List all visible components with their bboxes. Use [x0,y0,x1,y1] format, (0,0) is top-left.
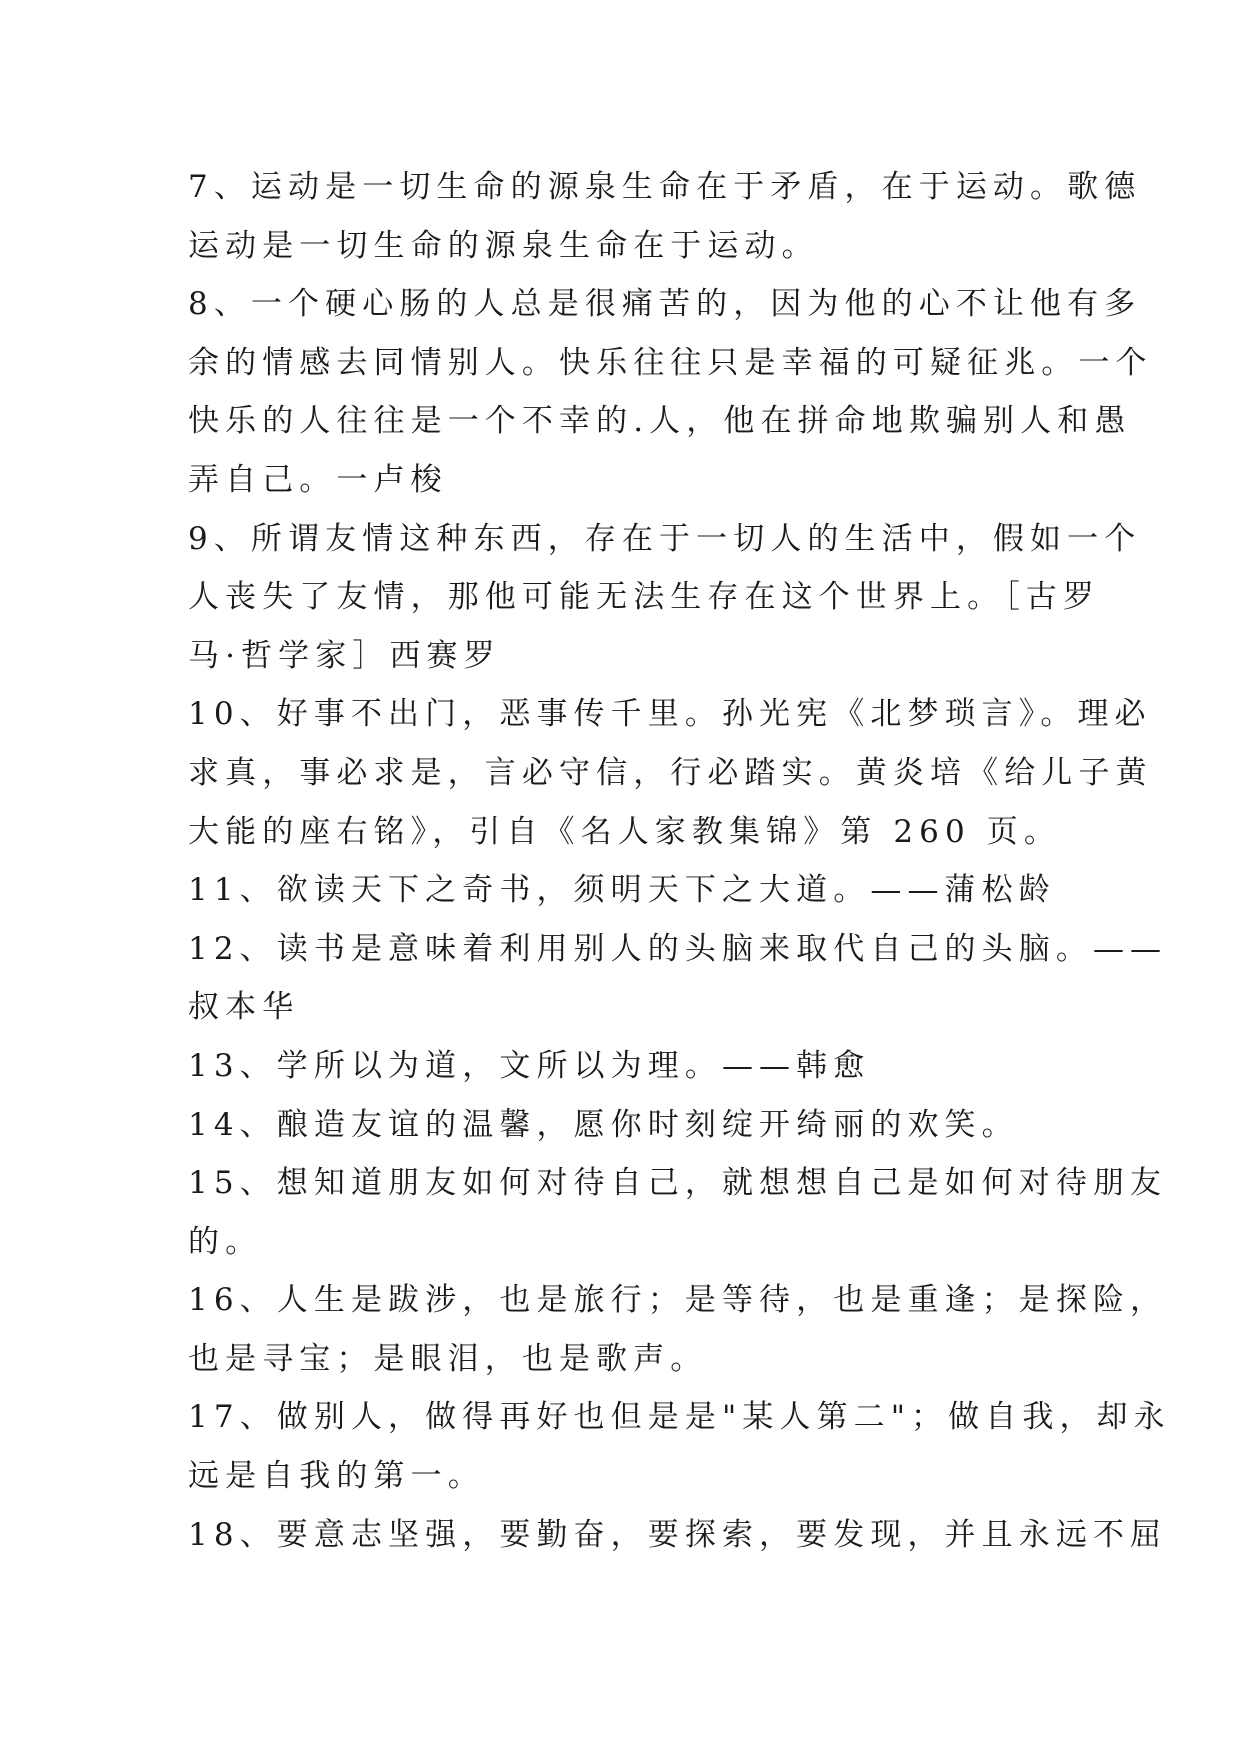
text-line: 18、要意志坚强，要勤奋，要探索，要发现，并且永远不屈 [188,1516,1168,1553]
text-line: 17、做别人，做得再好也但是是"某人第二"；做自我，却永 [188,1399,1171,1436]
document-body [188,158,1171,1564]
text-line: 大能的座右铭》，引自《名人家教集锦》第 260 页。 [188,813,1061,850]
text-line: 10、好事不出门，恶事传千里。孙光宪《北梦琐言》。理必 [188,696,1152,733]
text-line: 求真，事必求是，言必守信，行必踏实。黄炎培《给儿子黄 [188,754,1153,791]
text-line: 运动是一切生命的源泉生命在于运动。 [188,227,819,264]
text-line: 弄自己。一卢梭 [188,461,448,498]
text-line: 8、一个硬心肠的人总是很痛苦的，因为他的心不让他有多 [188,286,1142,323]
text-line: 余的情感去同情别人。快乐往往只是幸福的可疑征兆。一个 [188,344,1153,381]
text-line: 叔本华 [188,989,300,1026]
text-line: 也是寻宝；是眼泪，也是歌声。 [188,1340,708,1377]
text-line: 7、运动是一切生命的源泉生命在于矛盾，在于运动。歌德 [188,169,1142,205]
text-line: 人丧失了友情，那他可能无法生存在这个世界上。［古罗 [188,579,1100,616]
text-line: 14、酿造友谊的温馨，愿你时刻绽开绮丽的欢笑。 [188,1106,1019,1143]
text-line: 9、所谓友情这种东西，存在于一切人的生活中，假如一个 [188,520,1142,557]
text-line: 16、人生是跋涉，也是旅行；是等待，也是重逢；是探险， [188,1282,1168,1319]
text-line: 快乐的人往往是一个不幸的.人，他在拼命地欺骗别人和愚 [188,403,1132,440]
text-line: 的。 [188,1223,263,1260]
text-line: 11、欲读天下之奇书，须明天下之大道。——蒲松龄 [188,872,1056,909]
text-line: 远是自我的第一。 [188,1458,485,1495]
text-line: 马·哲学家］西赛罗 [188,637,501,674]
text-line: 12、读书是意味着利用别人的头脑来取代自己的头脑。—— [188,930,1168,967]
text-line: 15、想知道朋友如何对待自己，就想想自己是如何对待朋友 [188,1165,1168,1202]
text-line: 13、学所以为道，文所以为理。——韩愈 [188,1047,871,1084]
